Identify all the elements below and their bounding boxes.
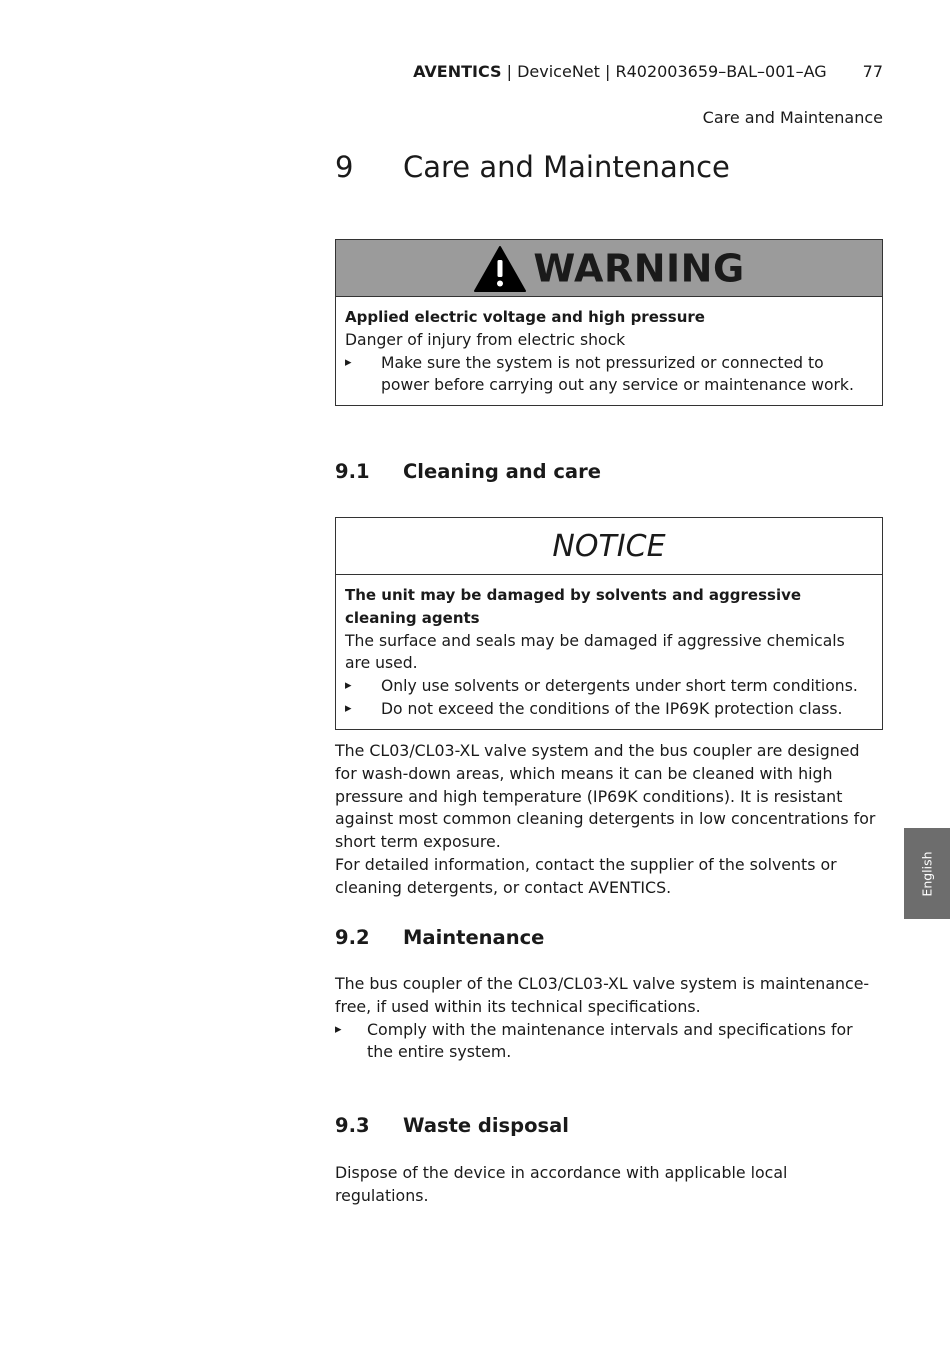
- section-number: 9.1: [335, 460, 370, 483]
- notice-title: NOTICE: [552, 529, 666, 564]
- notice-body: [336, 575, 882, 729]
- cleaning-paragraph-contact: For detailed information, contact the supplier of the solvents or cleaning detergents, or contact AVENTICS.: [335, 854, 837, 897]
- section-heading-9-3: [335, 1114, 569, 1137]
- notice-heading: The unit may be damaged by solvents and aggressive cleaning agents: [345, 586, 802, 627]
- section-number: 9.2: [335, 926, 370, 949]
- warning-text: Danger of injury from electric shock: [345, 330, 626, 349]
- section-title: Maintenance: [403, 926, 545, 949]
- page-header: AVENTICS | DeviceNet | R402003659–BAL–001–AG 77: [413, 62, 883, 81]
- maintenance-paragraph: The bus coupler of the CL03/CL03-XL valve system is maintenance-free, if used within its technical specifications.: [335, 974, 870, 1016]
- notice-bullet: ▸ Only use solvents or detergents under short term conditions.: [345, 675, 874, 698]
- disposal-paragraph: Dispose of the device in accordance with applicable local regulations.: [335, 1163, 788, 1205]
- chapter-number: 9: [335, 150, 354, 184]
- chapter-heading: [335, 150, 730, 184]
- cleaning-text: [335, 740, 883, 900]
- warning-bullet: ▸ Make sure the system is not pressurized or connected to power before carrying out any service or maintenance work.: [345, 352, 874, 398]
- section-title: Waste disposal: [403, 1114, 569, 1137]
- page-number: 77: [862, 62, 883, 81]
- warning-title: WARNING: [533, 246, 745, 291]
- brand-name: AVENTICS: [413, 62, 502, 81]
- chapter-title: Care and Maintenance: [403, 150, 730, 184]
- language-label: English: [919, 850, 935, 897]
- section-number: 9.3: [335, 1114, 370, 1137]
- warning-heading: Applied electric voltage and high pressure: [345, 308, 705, 326]
- notice-header: [336, 518, 882, 575]
- language-tab: [904, 828, 950, 919]
- document-id: R402003659–BAL–001–AG: [615, 62, 827, 81]
- maintenance-bullet: ▸ Comply with the maintenance intervals and specifications for the entire system.: [335, 1019, 883, 1065]
- cleaning-paragraph: The CL03/CL03-XL valve system and the bus coupler are designed for wash-down areas, which means it can be cleaned with high pressure and high temperature (IP69K conditions). It is resistant against most common cleaning detergents in low concentrations for short term exposure.: [335, 741, 876, 852]
- notice-bullet: ▸ Do not exceed the conditions of the IP69K protection class.: [345, 698, 874, 721]
- notice-box: [335, 517, 883, 730]
- notice-text: The surface and seals may be damaged if aggressive chemicals are used.: [345, 631, 845, 673]
- warning-header: [336, 240, 882, 297]
- section-heading-9-1: [335, 460, 601, 483]
- section-heading-9-2: [335, 926, 544, 949]
- warning-triangle-icon: [473, 245, 527, 293]
- warning-body: [336, 297, 882, 405]
- warning-box: [335, 239, 883, 406]
- maintenance-text: [335, 973, 883, 1064]
- section-title: Cleaning and care: [403, 460, 601, 483]
- running-title: Care and Maintenance: [702, 108, 883, 127]
- product-name: DeviceNet: [517, 62, 600, 81]
